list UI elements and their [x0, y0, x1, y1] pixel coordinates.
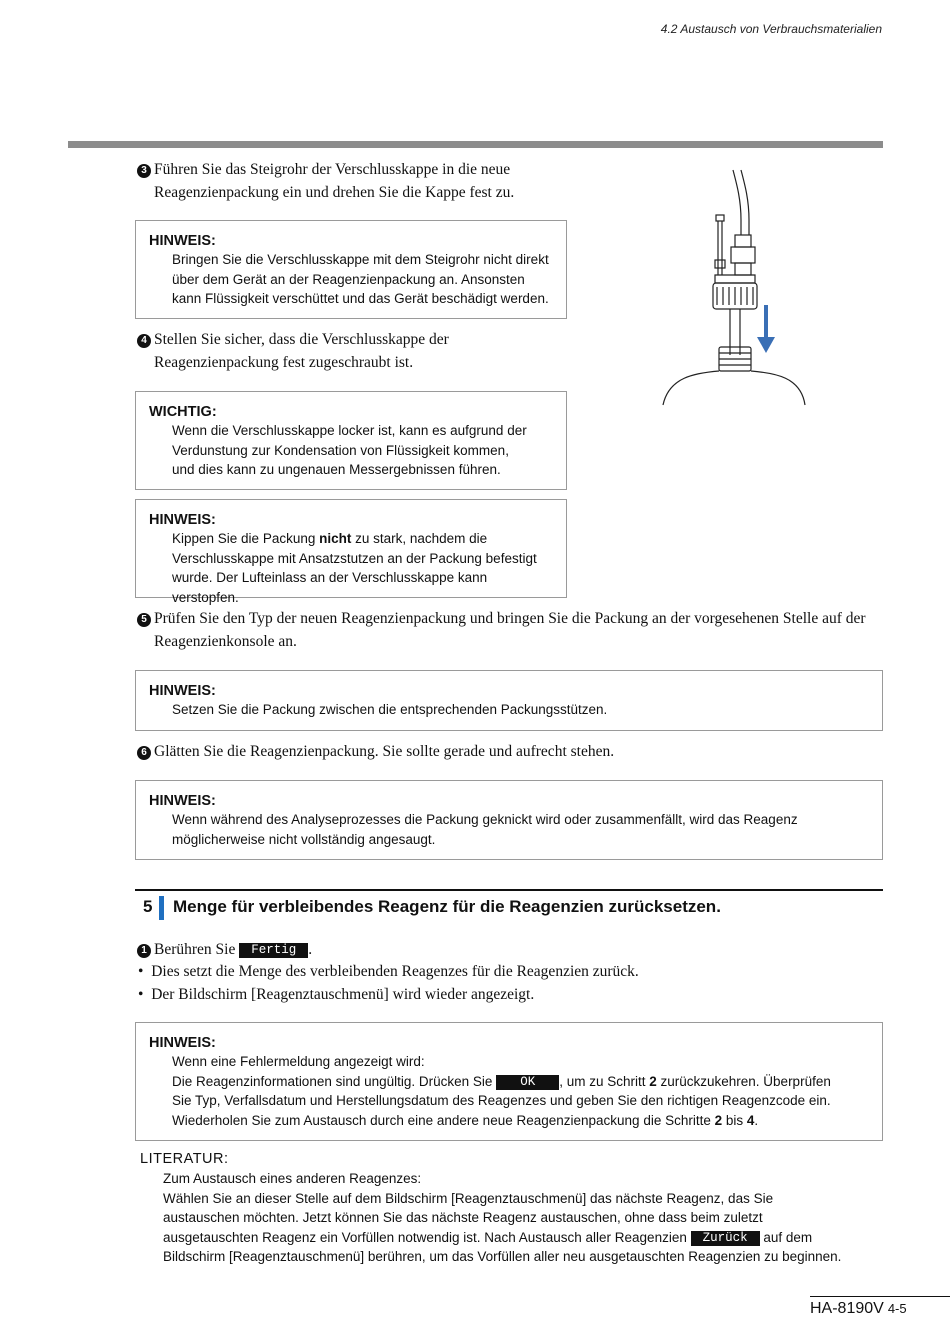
note-line: möglicherweise nicht vollständig angesaugt.	[172, 831, 436, 847]
step-6	[137, 740, 614, 763]
step-5	[137, 607, 897, 653]
note-text	[149, 421, 554, 480]
note-line: Wenn die Verschlusskappe locker ist, kann es aufgrund der	[172, 423, 527, 438]
header-rule	[68, 141, 883, 148]
bullet-item	[138, 983, 534, 1006]
step-number: 4	[137, 334, 151, 348]
step-text: Glätten Sie die Reagenzienpackung. Sie sollte gerade und aufrecht stehen.	[154, 743, 615, 760]
reference-line: Zum Austausch eines anderen Reagenzes:	[163, 1171, 422, 1186]
reference-text	[140, 1169, 900, 1267]
model-name: HA-8190V	[810, 1300, 884, 1317]
section-number: 5	[143, 897, 153, 916]
step-number: 3	[137, 164, 151, 178]
note-title: HINWEIS:	[149, 1035, 216, 1051]
step-text: Reagenzienpackung ein und drehen Sie die Kappe fest zu.	[154, 184, 515, 201]
reference-line: ausgetauschten Reagenz ein Vorfüllen notwendig ist. Nach Austausch aller Reagenzien Zurück auf dem	[163, 1229, 813, 1245]
step-3	[137, 158, 514, 204]
note-box	[135, 670, 883, 731]
note-line: Wenn während des Analyseprozesses die Packung geknickt wird oder zusammenfällt, wird das Reagenz	[172, 812, 798, 827]
zurueck-button-label: Zurück	[691, 1231, 760, 1246]
note-line: Die Reagenzinformationen sind ungültig. Drücken Sie OK , um zu Schritt 2 zurückzukehren. Überprüfen	[172, 1073, 831, 1089]
page-number: 4-5	[887, 1301, 907, 1316]
note-text	[149, 250, 554, 309]
note-text	[149, 810, 870, 849]
reference-block	[140, 1151, 900, 1267]
note-title: HINWEIS:	[149, 512, 216, 528]
section-title: Menge für verbleibendes Reagenz für die Reagenzien zurücksetzen.	[173, 897, 721, 916]
note-line: kann Flüssigkeit verschüttet und das Gerät beschädigt werden.	[172, 291, 549, 306]
important-box	[135, 391, 567, 490]
section-accent-bar	[159, 896, 164, 920]
note-line: Setzen Sie die Packung zwischen die entsprechenden Packungsstützen.	[172, 702, 608, 717]
step-4	[137, 328, 449, 374]
note-line: Bringen Sie die Verschlusskappe mit dem Steigrohr nicht direkt	[172, 252, 549, 267]
reference-line: Wählen Sie an dieser Stelle auf dem Bildschirm [Reagenztauschmenü] das nächste Reagenz, das Sie	[163, 1190, 774, 1206]
note-line: und dies kann zu ungenauen Messergebnissen führen.	[172, 462, 501, 477]
note-line: Wenn eine Fehlermeldung angezeigt wird:	[172, 1054, 425, 1069]
bullet-icon: •	[138, 986, 144, 1003]
note-line: wurde. Der Lufteinlass an der Verschlusskappe kann verstopfen.	[172, 570, 488, 605]
note-line: Kippen Sie die Packung nicht zu stark, nachdem die	[172, 531, 488, 546]
note-text	[149, 1052, 870, 1130]
note-title: HINWEIS:	[149, 233, 216, 249]
note-text	[149, 700, 870, 720]
reference-title: LITERATUR:	[140, 1151, 229, 1167]
ok-button-label: OK	[496, 1075, 559, 1090]
note-title: WICHTIG:	[149, 404, 217, 420]
note-line: Verschlusskappe mit Ansatzstutzen an der Packung befestigt	[172, 550, 537, 566]
step-text: Berühren Sie	[154, 941, 240, 958]
note-line: Sie Typ, Verfallsdatum und Herstellungsdatum des Reagenzes und geben Sie den richtigen Reagenzcode ein.	[172, 1093, 831, 1108]
step-text: .	[308, 941, 313, 958]
note-box	[135, 499, 567, 605]
step-number: 5	[137, 613, 151, 627]
note-text	[149, 529, 554, 607]
reference-line: Bildschirm [Reagenztauschmenü] berühren, um das Vorfüllen aller neu ausgetauschten Reagenzien zu beginnen.	[163, 1249, 842, 1264]
cap-insertion-illustration	[655, 165, 815, 410]
step-text: Stellen Sie sicher, dass die Verschlusskappe der	[154, 331, 449, 348]
step-number: 6	[137, 746, 151, 760]
reference-line: austauschen möchten. Jetzt können Sie das nächste Reagenz austauschen, ohne dass beim zuletzt	[163, 1210, 763, 1225]
step-text: Reagenzienkonsole an.	[154, 633, 297, 650]
note-line: Verdunstung zur Kondensation von Flüssigkeit kommen,	[172, 442, 509, 458]
note-line: über dem Gerät an der Reagenzienpackung an. Ansonsten	[172, 271, 525, 287]
step-text: Führen Sie das Steigrohr der Verschlusskappe in die neue	[154, 161, 511, 178]
down-arrow-head-icon	[757, 337, 775, 353]
note-box	[135, 1022, 883, 1141]
bullet-item	[138, 960, 639, 983]
note-title: HINWEIS:	[149, 793, 216, 809]
step-text: Prüfen Sie den Typ der neuen Reagenzienpackung und bringen Sie die Packung an der vorgesehenen Stelle auf der	[154, 610, 866, 627]
step-number: 1	[137, 944, 151, 958]
section-heading	[135, 889, 883, 921]
bullet-text: Dies setzt die Menge des verbleibenden Reagenzes für die Reagenzien zurück.	[151, 963, 639, 980]
note-line: Wiederholen Sie zum Austausch durch eine andere neue Reagenzienpackung die Schritte 2 bis 4.	[172, 1112, 759, 1128]
note-box	[135, 780, 883, 860]
note-title: HINWEIS:	[149, 683, 216, 699]
note-box	[135, 220, 567, 319]
running-header: 4.2 Austausch von Verbrauchsmaterialien	[660, 22, 882, 36]
down-arrow-icon	[764, 305, 768, 339]
step-text: Reagenzienpackung fest zugeschraubt ist.	[154, 354, 414, 371]
page-footer	[810, 1296, 950, 1318]
fertig-button-label: Fertig	[239, 943, 308, 958]
section-step-1	[137, 938, 312, 961]
bullet-icon: •	[138, 963, 144, 980]
bullet-text: Der Bildschirm [Reagenztauschmenü] wird wieder angezeigt.	[151, 986, 535, 1003]
